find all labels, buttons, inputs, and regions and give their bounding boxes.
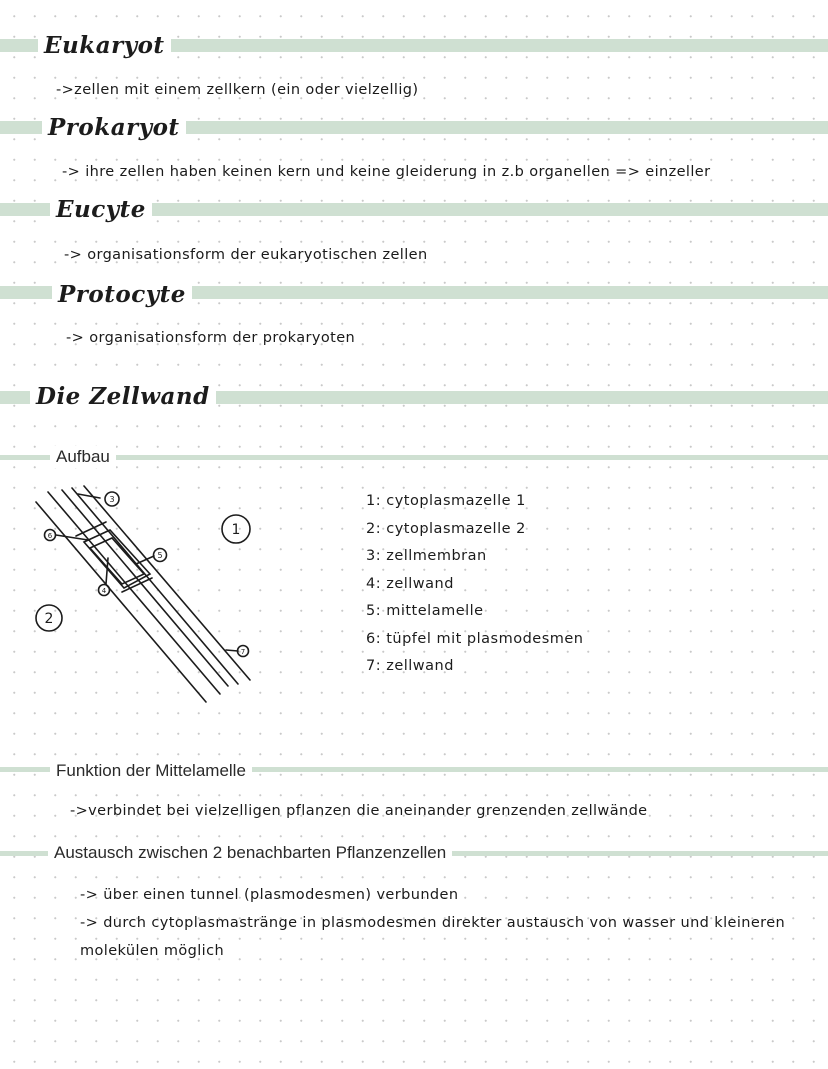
leader-3	[78, 494, 100, 498]
austausch-line-1: -> über einen tunnel (plasmodesmen) verbunden	[80, 887, 459, 903]
callout-label-5: 5	[157, 551, 163, 560]
legend-item-1: 1: cytoplasmazelle 1	[366, 493, 526, 509]
leader-7	[226, 650, 238, 651]
legend-item-7: 7: zellwand	[366, 658, 454, 674]
cell-wall-diagram	[28, 476, 288, 712]
legend-item-5: 5: mittelamelle	[366, 603, 484, 619]
diagram-legend	[366, 488, 584, 681]
aufbau-heading: Aufbau	[50, 446, 116, 468]
leader-4	[106, 558, 108, 584]
protocyte-text: -> organisationsform der prokaryoten	[66, 330, 356, 346]
funktion-heading: Funktion der Mittelamelle	[50, 760, 252, 782]
legend-item-6: 6: tüpfel mit plasmodesmen	[366, 630, 584, 647]
callout-label-6: 6	[47, 532, 53, 540]
wall-line-1	[36, 502, 206, 702]
leader-6	[56, 535, 88, 540]
wall-line-2	[48, 492, 220, 694]
eukaryot-text: ->zellen mit einem zellkern (ein oder vielzellig)	[56, 82, 419, 98]
funktion-text: ->verbindet bei vielzelligen pflanzen die aneinander grenzenden zellwände	[70, 803, 648, 819]
region-label-1: 1	[231, 522, 241, 538]
austausch-heading: Austausch zwischen 2 benachbarten Pflanzenzellen	[48, 842, 452, 864]
prokaryot-heading: Prokaryot	[42, 113, 186, 143]
pit-inner	[90, 538, 144, 584]
eukaryot-heading: Eukaryot	[38, 31, 171, 61]
prokaryot-text: -> ihre zellen haben keinen kern und keine gleiderung in z.b organellen => einzeller	[62, 164, 711, 180]
callout-label-3: 3	[109, 495, 115, 504]
region-label-2: 2	[44, 611, 54, 627]
zellwand-heading: Die Zellwand	[30, 382, 216, 412]
wall-line-5	[84, 486, 250, 680]
protocyte-heading: Protocyte	[52, 280, 192, 310]
austausch-line-3: molekülen möglich	[80, 943, 225, 959]
aufbau-heading-line	[0, 455, 828, 460]
wall-line-4	[72, 488, 238, 684]
callout-label-4: 4	[101, 587, 107, 595]
legend-item-4: 4: zellwand	[366, 575, 454, 592]
wall-line-3	[62, 490, 228, 686]
legend-item-3: 3: zellmembran	[366, 548, 487, 564]
legend-item-2: 2: cytoplasmazelle 2	[366, 520, 526, 537]
eucyte-text: -> organisationsform der eukaryotischen zellen	[64, 247, 428, 263]
callout-label-7: 7	[240, 648, 246, 656]
eucyte-heading: Eucyte	[50, 195, 152, 225]
austausch-line-2: -> durch cytoplasmastränge in plasmodesmen direkter austausch von wasser und kleineren	[80, 915, 786, 931]
